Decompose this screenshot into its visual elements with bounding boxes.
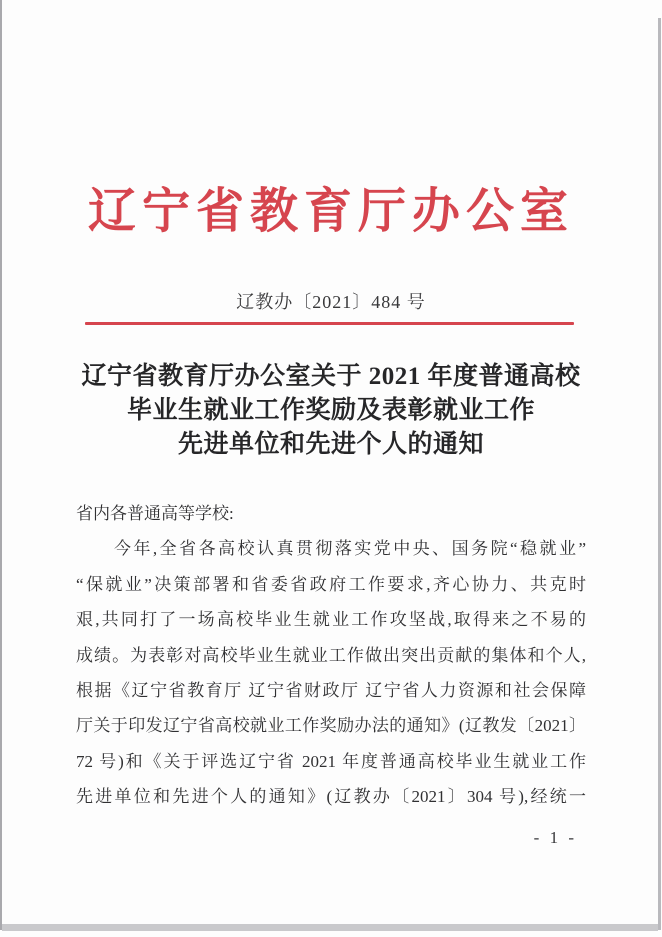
notice-body xyxy=(76,496,586,815)
salutation-line: 省内各普通高等学校: xyxy=(76,504,234,523)
notice-title-line-1: 辽宁省教育厅办公室关于 2021 年度普通高校 xyxy=(81,363,581,390)
notice-title-line-2: 毕业生就业工作奖励及表彰就业工作 xyxy=(126,397,535,424)
notice-title xyxy=(40,360,622,462)
scan-edge-bottom xyxy=(2,924,658,931)
body-line: 今年,全省各高校认真贯彻落实党中央、国务院“稳就业” xyxy=(114,539,586,559)
body-line: 根据《辽宁省教育厅 辽宁省财政厅 辽宁省人力资源和社会保障 xyxy=(76,680,586,700)
page-number: - 1 - xyxy=(533,828,577,847)
body-line: “保就业”决策部署和省委省政府工作要求,齐心协力、共克时 xyxy=(76,574,586,594)
body-line: 先进单位和先进个人的通知》(辽教办〔2021〕304 号),经统一 xyxy=(76,787,586,807)
red-divider-line xyxy=(85,322,574,325)
document-reference-number: 辽教办〔2021〕484 号 xyxy=(236,292,426,312)
notice-title-line-3: 先进单位和先进个人的通知 xyxy=(177,431,484,458)
body-line: 厅关于印发辽宁省高校就业工作奖励办法的通知》(辽教发〔2021〕 xyxy=(76,716,586,736)
scan-edge-right xyxy=(658,18,661,930)
body-line: 艰,共同打了一场高校毕业生就业工作攻坚战,取得来之不易的 xyxy=(76,610,586,630)
issuing-agency-masthead: 辽宁省教育厅办公室 xyxy=(87,185,574,238)
body-line: 72 号)和《关于评选辽宁省 2021 年度普通高校毕业生就业工作 xyxy=(76,751,586,771)
scan-edge-left xyxy=(0,0,2,930)
body-line: 成绩。为表彰对高校毕业生就业工作做出突出贡献的集体和个人, xyxy=(76,645,586,665)
